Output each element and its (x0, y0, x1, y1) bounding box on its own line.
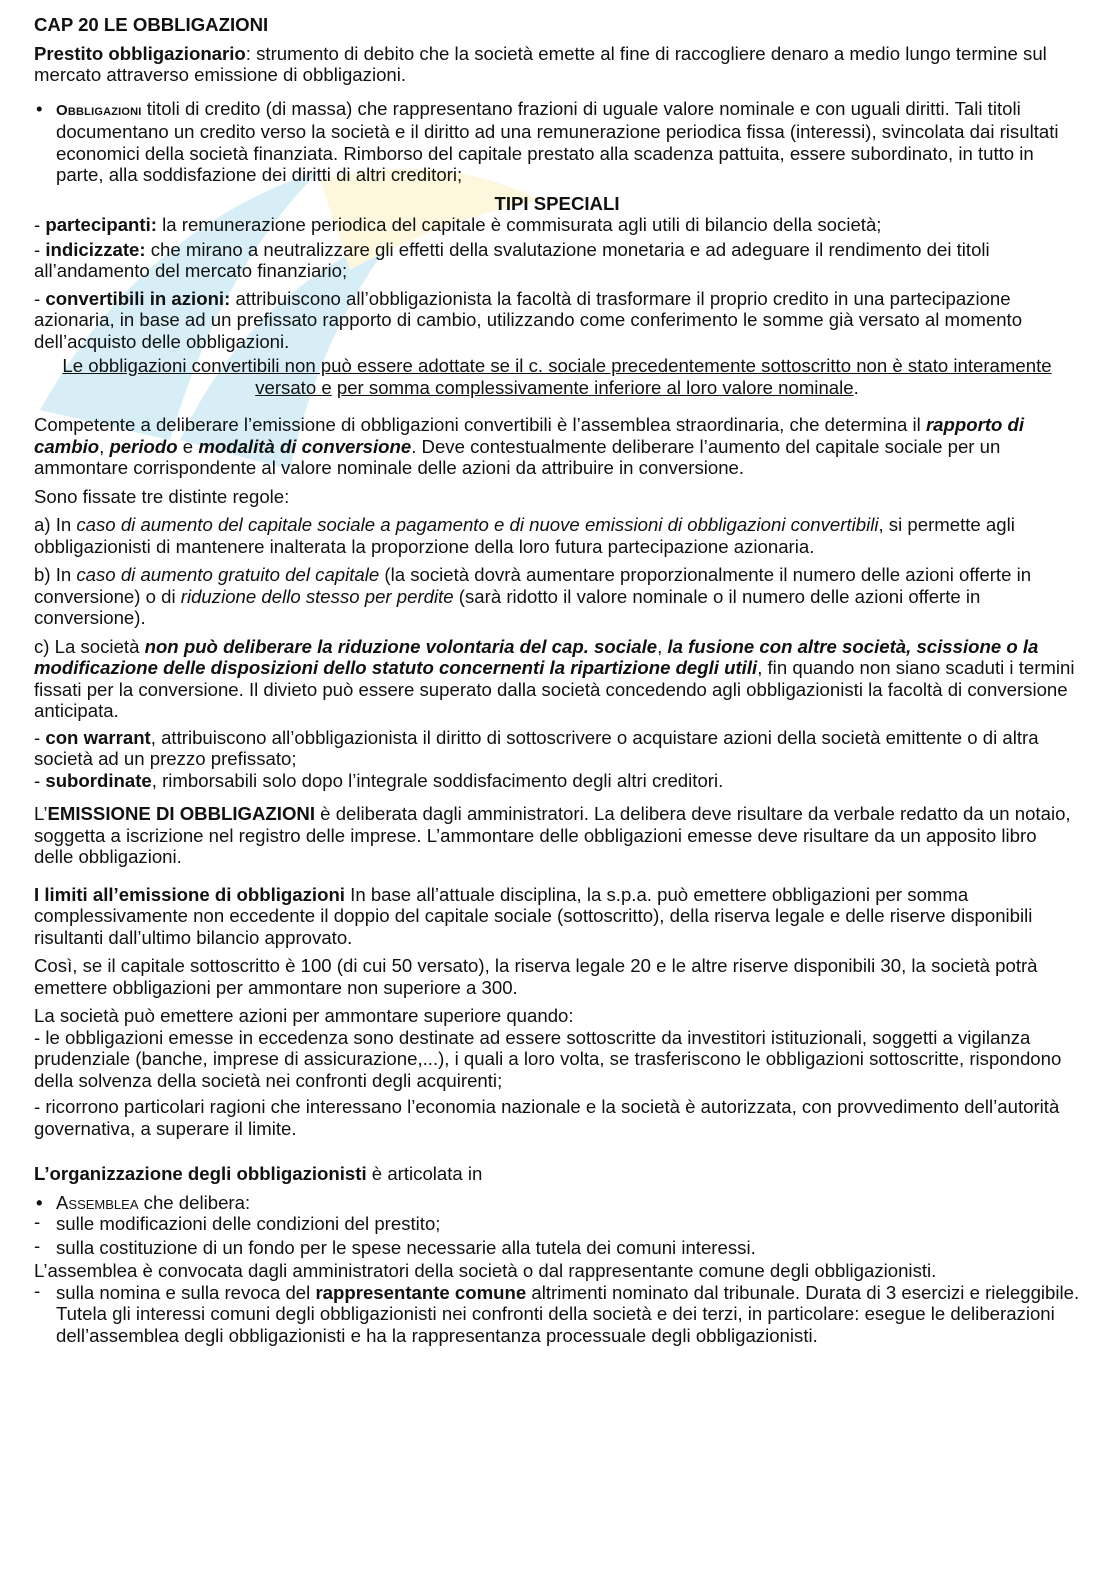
regola-a-text-1: a) In (34, 514, 77, 535)
indicizzate-item (34, 239, 1080, 282)
dash-icon: - (34, 1211, 41, 1232)
superiore-item-1: - le obbligazioni emesse in eccedenza sono destinate ad essere sottoscritte da investitori istituzionali, soggetti a vigilanza prudenziale (banche, imprese di assicurazione,...), i quali a loro volta, se trasferiscono le obbligazioni sottoscritte, rispondono della solvenza della società nei confronti degli acquirenti; (34, 1026, 1062, 1091)
regola-b (34, 564, 1080, 629)
assemblea-subitem-text: sulle modificazioni delle condizioni del prestito; (56, 1213, 441, 1234)
regola-b-text-1: b) In (34, 564, 77, 585)
assemblea-subitem-1 (34, 1213, 1080, 1235)
regola-b-emph-2: riduzione dello stesso per perdite (180, 585, 454, 607)
underlined-note (34, 355, 1080, 398)
organizzazione-term: L’organizzazione degli obbligazionisti (34, 1163, 367, 1184)
superiore-item-2: - ricorrono particolari ragioni che interessano l’economia nazionale e la società è autorizzata, con provvedimento dell’autorità governativa, a superare il limite. (34, 1096, 1060, 1139)
warrant-item (34, 727, 1080, 770)
convertibili-text: attribuiscono all’obbligazionista la facoltà di trasformare il proprio credito in una partecipazione azionaria, in base ad un prefissato rapporto di cambio, utilizzando come conferimento le somme già versato al momento dell’acquisto delle obbligazioni. (34, 287, 1023, 352)
obbligazioni-text: titoli di credito (di massa) che rappresentano frazioni di uguale valore nominale e con uguali diritti. Tali titoli documentano un credito verso la società e il diritto ad una remunerazione periodica fissa (interessi), svincolata dai risultati economici della società finanziata. Rimborso del capitale prestato alla scadenza pattuita, essere subordinato, in tutto in parte, alla soddisfazione dei diritti di altri creditori; (56, 97, 1059, 185)
competente-text-1: Competente a deliberare l’emissione di obbligazioni convertibili è l’assemblea straordinaria, che determina il (34, 414, 926, 435)
organizzazione-paragraph (34, 1163, 1080, 1185)
note-part2: per somma complessivamente inferiore al loro valore nominale (336, 376, 854, 398)
limiti-text: In base all’attuale disciplina, la s.p.a. può emettere obbligazioni per somma complessivamente non eccedente il doppio del capitale sociale (sottoscritto), della riserva legale e delle riserve disponibili risultanti dall’ultimo bilancio approvato. (34, 883, 1033, 948)
regole-intro: Sono fissate tre distinte regole: (34, 485, 290, 507)
page-title: CAP 20 LE OBBLIGAZIONI (34, 14, 269, 35)
regola-b-emph-1: caso di aumento gratuito del capitale (76, 564, 380, 585)
limiti-term: I limiti all’emissione di obbligazioni (34, 883, 345, 905)
regola-b-text-3: (sarà ridotto il valore nominale o il numero delle azioni offerte in conversione). (34, 585, 981, 628)
regola-a-emph-1: caso di aumento del capitale sociale a pagamento e di nuove emissioni di obbligazioni convertibili (76, 514, 879, 535)
note-end: . (853, 376, 859, 398)
competente-text-3: e (177, 435, 199, 457)
regola-c-text-2: , (657, 635, 668, 657)
regola-c-emph-2: la fusione con altre società, scissione o la modificazione delle disposizioni dello statuto concernenti la ripartizione degli utili (34, 635, 1039, 678)
regola-c-emph-1: non può deliberare la riduzione volontaria del cap. sociale (144, 635, 658, 657)
convertibili-term: convertibili in azioni: (45, 287, 231, 309)
assemblea-text: che delibera: (138, 1191, 251, 1213)
warrant-term: con warrant (45, 726, 151, 748)
assemblea-item (34, 1192, 1080, 1214)
dash-prefix: - (34, 726, 46, 748)
partecipanti-item (34, 214, 1080, 236)
emissione-text-2: è deliberata dagli amministratori. La delibera deve risultare da verbale redatto da un notaio, soggetta a iscrizione nel registro delle imprese. L’ammontare delle obbligazioni emesse deve risultare da un apposito libro delle obbligazioni. (34, 803, 1071, 867)
convertibili-item (34, 288, 1080, 353)
dash-prefix: - (34, 287, 46, 309)
indicizzate-text: che mirano a neutralizzare gli effetti della svalutazione monetaria e ad adeguare il rendimento dei titoli all’andamento del mercato finanziario; (34, 238, 990, 281)
regola-a (34, 514, 1080, 557)
warrant-text: , attribuiscono all’obbligazionista il diritto di sottoscrivere o acquistare azioni della società emittente o di altra società ad un prezzo prefissato; (34, 726, 1039, 769)
obbligazioni-label: Obbligazioni (56, 101, 142, 119)
bullet-icon: • (36, 1191, 43, 1213)
note-part1: Le obbligazioni convertibili non può essere adottate se il c. sociale precedentemente sottoscritto non è stato interamente versato e (62, 355, 1052, 398)
rappresentante-text-2: altrimenti nominato dal tribunale. Durata di 3 esercizi e rieleggibile. Tutela gli interessi comuni degli obbligazionisti nei confronti della società e dei terzi, in particolare: esegue le deliberazioni dell’assemblea degli obbligazionisti e ha la rappresentanza processuale degli obbligazionisti. (56, 1281, 1080, 1346)
tipi-speciali-heading: TIPI SPECIALI (494, 192, 620, 214)
assemblea-convocata: L’assemblea è convocata dagli amministratori della società o dal rappresentante comune degli obbligazionisti. (34, 1260, 937, 1281)
obbligazioni-paragraph (34, 98, 1080, 186)
competente-emph-2: periodo (109, 435, 178, 457)
indicizzate-term: indicizzate: (45, 238, 146, 260)
assemblea-label: Assemblea (56, 1191, 139, 1213)
competente-paragraph (34, 414, 1080, 479)
emissione-text-1: L’ (34, 803, 48, 824)
regola-c (34, 636, 1080, 722)
competente-text-2: , (99, 435, 110, 457)
rappresentante-item (34, 1279, 1080, 1347)
intro-term: Prestito obbligazionario (34, 42, 246, 64)
subordinate-text: , rimborsabili solo dopo l’integrale soddisfacimento degli altri creditori. (151, 769, 724, 791)
regola-c-text-3: , fin quando non siano scaduti i termini fissati per la conversione. Il divieto può essere superato dalla società concedendo agli obbligazionisti la facoltà di conversione anticipata. (34, 657, 1075, 721)
emissione-paragraph (34, 803, 1080, 868)
competente-text-4: . Deve contestualmente deliberare l’aumento del capitale sociale per un ammontare corrispondente al valore nominale delle azioni da attribuire in conversione. (34, 435, 1001, 478)
regola-c-text-1: c) La società (34, 635, 145, 657)
dash-prefix: - (34, 214, 46, 235)
dash-prefix: - (34, 238, 46, 260)
subordinate-item (34, 770, 1080, 792)
dash-prefix: - (34, 769, 46, 791)
superiore-intro: La società può emettere azioni per ammontare superiore quando: (34, 1005, 574, 1026)
dash-icon: - (34, 1279, 41, 1301)
intro-paragraph (34, 43, 1080, 86)
assemblea-subitem-text: sulla costituzione di un fondo per le spese necessarie alla tutela dei comuni interessi. (56, 1236, 756, 1258)
regola-a-text-2: , si permette agli obbligazionisti di mantenere inalterata la proporzione della loro futura partecipazione azionaria. (34, 514, 1015, 557)
partecipanti-term: partecipanti: (45, 214, 157, 235)
emissione-emph: EMISSIONE DI OBBLIGAZIONI (47, 803, 316, 824)
organizzazione-text: è articolata in (366, 1163, 483, 1184)
competente-emph-3: modalità di conversione (198, 435, 412, 457)
assemblea-subitem-2 (34, 1234, 1080, 1259)
regola-b-text-2: (la società dovrà aumentare proporzionalmente il numero delle azioni offerte in conversione) o di (34, 564, 1032, 607)
limiti-paragraph (34, 884, 1080, 949)
rappresentante-text-1: sulla nomina e sulla revoca del (56, 1281, 316, 1303)
subordinate-term: subordinate (45, 769, 152, 791)
partecipanti-text: la remunerazione periodica del capitale è commisurata agli utili di bilancio della società; (156, 214, 882, 235)
intro-text: : strumento di debito che la società emette al fine di raccogliere denaro a medio lungo termine sul mercato attraverso emissione di obbligazioni. (34, 42, 1047, 85)
rappresentante-term: rappresentante comune (315, 1281, 527, 1303)
dash-icon: - (34, 1234, 41, 1256)
esempio-paragraph: Così, se il capitale sottoscritto è 100 (di cui 50 versato), la riserva legale 20 e le altre riserve disponibili 30, la società potrà emettere obbligazioni per ammontare non superiore a 300. (34, 955, 1038, 998)
bullet-icon: • (36, 97, 43, 119)
competente-emph-1: rapporto di cambio (34, 414, 1025, 457)
document-page (34, 14, 1080, 1346)
